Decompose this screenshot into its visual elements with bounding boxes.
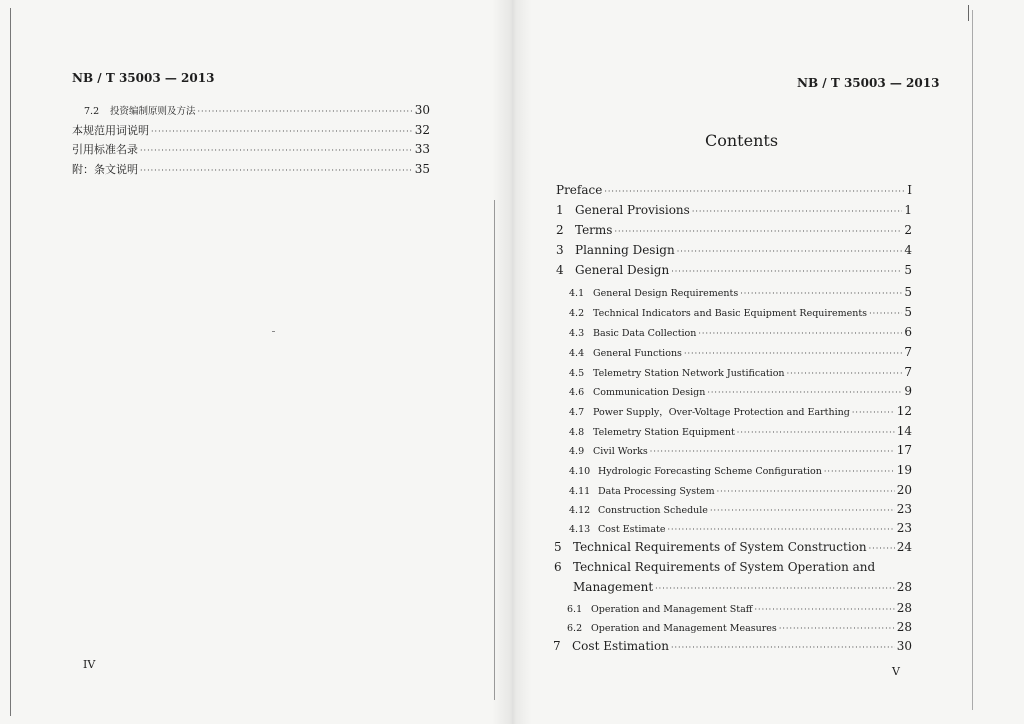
toc-page: 2 [904, 223, 912, 237]
toc-label: 本规范用词说明 [72, 124, 149, 137]
leader-dots [151, 127, 413, 136]
toc-row-section [569, 404, 912, 418]
toc-page: 28 [896, 580, 912, 594]
leader-dots [707, 388, 902, 397]
toc-label: Civil Works [593, 446, 648, 457]
toc-row-chapter [556, 203, 912, 217]
toc-number: 4.8 [569, 427, 585, 438]
toc-page: 7 [904, 365, 912, 379]
toc-row-section [567, 601, 912, 615]
toc-number: 4.2 [569, 308, 585, 319]
leader-dots [869, 544, 895, 553]
toc-row-section [569, 345, 912, 359]
right-page-header: NB / T 35003 — 2013 [797, 76, 940, 90]
toc-label: Telemetry Station Network Justification [593, 368, 785, 379]
toc-number: 2 [556, 223, 564, 237]
center-fold-line [494, 200, 495, 700]
toc-label: Data Processing System [598, 486, 715, 497]
toc-page: 19 [896, 463, 912, 477]
toc-page: 5 [904, 263, 912, 277]
toc-number: 1 [556, 203, 564, 217]
leader-dots [698, 329, 902, 338]
toc-row-chapter [554, 540, 912, 554]
leader-dots [667, 525, 894, 534]
toc-label: Communication Design [593, 387, 706, 398]
toc-label: Operation and Management Staff [591, 604, 753, 615]
leader-dots [140, 166, 413, 175]
toc-label: Management [573, 580, 654, 594]
toc-page: 6 [904, 325, 912, 339]
toc-page: 35 [414, 162, 430, 176]
toc-row [72, 141, 430, 157]
leader-dots [198, 107, 413, 116]
right-scan-edge [972, 10, 973, 710]
toc-row-section [569, 325, 912, 339]
scan-speck [968, 5, 969, 21]
leader-dots [650, 447, 895, 456]
book-gutter [492, 0, 532, 724]
toc-label: Operation and Management Measures [591, 623, 777, 634]
leader-dots [824, 467, 895, 476]
leader-dots [604, 187, 905, 196]
toc-row-chapter [556, 243, 912, 257]
toc-number: 4.9 [569, 446, 585, 457]
toc-row-section [569, 502, 912, 516]
right-page [512, 0, 1024, 724]
toc-label: General Design Requirements [593, 288, 739, 299]
toc-page: 9 [904, 384, 912, 398]
toc-number: 4.10 [569, 466, 591, 477]
toc-page: 28 [896, 601, 912, 615]
toc-label: Telemetry Station Equipment [593, 427, 735, 438]
toc-label: Technical Indicators and Basic Equipment Requirements [593, 308, 868, 319]
toc-number: 4.12 [569, 505, 591, 516]
toc-page: I [907, 183, 912, 197]
toc-number: 4.7 [569, 407, 585, 418]
toc-label: General Provisions [575, 203, 690, 217]
left-scan-edge [10, 8, 11, 716]
toc-number: 4.4 [569, 348, 585, 359]
toc-number: 3 [556, 243, 564, 257]
toc-row-section [569, 521, 912, 535]
leader-dots [869, 309, 902, 318]
toc-page: 20 [896, 483, 912, 497]
toc-number: 6 [554, 560, 562, 574]
toc-row-chapter [556, 263, 912, 277]
toc-page: 5 [904, 305, 912, 319]
toc-row-section [569, 305, 912, 319]
toc-page: 4 [904, 243, 912, 257]
toc-row-chapter [553, 639, 912, 653]
leader-dots [779, 624, 895, 633]
toc-row [84, 103, 430, 117]
toc-row-section [569, 443, 912, 457]
toc-page: 5 [904, 285, 912, 299]
toc-label: General Functions [593, 348, 682, 359]
toc-page: 30 [414, 103, 430, 117]
leader-dots [671, 267, 902, 276]
toc-label: Construction Schedule [598, 505, 708, 516]
leader-dots [614, 227, 902, 236]
toc-label: Cost Estimate [598, 524, 666, 535]
leader-dots [655, 584, 895, 593]
toc-row-chapter [554, 560, 875, 574]
toc-row-section [569, 483, 912, 497]
toc-label: Power Supply，Over-Voltage Protection and Earthing [593, 407, 850, 418]
toc-page: 14 [896, 424, 912, 438]
toc-number: 6.1 [567, 604, 583, 615]
toc-number: 4.11 [569, 486, 591, 497]
toc-label: Hydrologic Forecasting Scheme Configuration [598, 466, 822, 477]
leader-dots [140, 146, 413, 155]
toc-row-section [569, 463, 912, 477]
toc-number: 4.5 [569, 368, 585, 379]
toc-label: Preface [556, 183, 603, 197]
toc-page: 23 [896, 521, 912, 535]
leader-dots [684, 349, 902, 358]
toc-label: General Design [575, 263, 670, 277]
toc-label: Terms [575, 223, 613, 237]
toc-row-preface [556, 183, 912, 197]
toc-page: 12 [896, 404, 912, 418]
toc-row-chapter-continued [573, 580, 912, 594]
toc-page: 24 [896, 540, 912, 554]
leader-dots [710, 506, 895, 515]
toc-row [72, 122, 430, 138]
toc-page: 17 [896, 443, 912, 457]
toc-number: 4.6 [569, 387, 585, 398]
toc-number: 4 [556, 263, 564, 277]
toc-page: 33 [414, 142, 430, 156]
toc-row-section [567, 620, 912, 634]
leader-dots [671, 643, 895, 652]
leader-dots [677, 247, 903, 256]
leader-dots [740, 289, 902, 298]
toc-number: 4.13 [569, 524, 591, 535]
toc-label: Technical Requirements of System Operation and [573, 560, 876, 574]
leader-dots [737, 428, 895, 437]
toc-row-section [569, 365, 912, 379]
left-page-header: NB / T 35003 — 2013 [72, 71, 215, 85]
right-page-number: V [892, 665, 900, 678]
toc-label: Planning Design [575, 243, 675, 257]
leader-dots [755, 605, 895, 614]
toc-page: 23 [896, 502, 912, 516]
toc-page: 30 [896, 639, 912, 653]
toc-page: 28 [896, 620, 912, 634]
toc-row [72, 161, 430, 177]
toc-page: 7 [904, 345, 912, 359]
toc-label: Basic Data Collection [593, 328, 697, 339]
toc-page: 32 [414, 123, 430, 137]
toc-label: Technical Requirements of System Construction [573, 540, 867, 554]
toc-number: 4.3 [569, 328, 585, 339]
toc-label: 投资编制原则及方法 [110, 106, 196, 117]
toc-row-section [569, 424, 912, 438]
toc-number: 5 [554, 540, 562, 554]
toc-row-chapter [556, 223, 912, 237]
toc-label: 引用标准名录 [72, 143, 138, 156]
leader-dots [787, 369, 903, 378]
toc-number: 7.2 [84, 106, 100, 117]
scan-speck [272, 331, 275, 332]
toc-page: 1 [904, 203, 912, 217]
toc-row-section [569, 384, 912, 398]
leader-dots [852, 408, 895, 417]
toc-label: 附：条文说明 [72, 163, 138, 176]
toc-row-section [569, 285, 912, 299]
left-page-number: IV [83, 658, 96, 671]
toc-number: 7 [553, 639, 561, 653]
toc-number: 4.1 [569, 288, 585, 299]
leader-dots [692, 207, 903, 216]
toc-label: Cost Estimation [572, 639, 669, 653]
leader-dots [717, 487, 895, 496]
toc-number: 6.2 [567, 623, 583, 634]
toc-title: Contents [705, 131, 779, 150]
